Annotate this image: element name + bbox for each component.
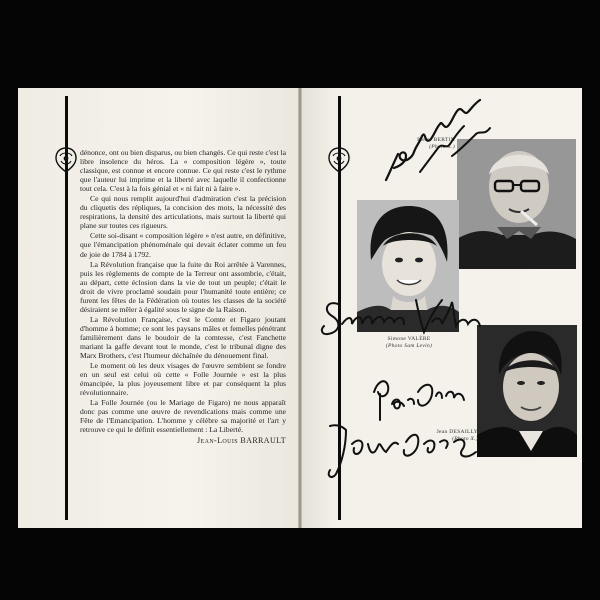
right-page-ornament-icon xyxy=(326,146,352,174)
essay-paragraph: La Folle Journée (ou le Mariage de Figaro) ne nous apparaît donc pas comme une œuvre de revendications mais comme une Fête de l'Emancipation. L'homme y célèbre sa majorité et l'art y retrouve ce qui le définit essentiellement : La Liberté. xyxy=(80,398,286,435)
caption-credit: (Photo Sam Levin) xyxy=(385,342,433,349)
left-page-ornament-icon xyxy=(53,146,79,174)
autograph-simone-valere xyxy=(318,288,488,344)
caption-name: Pierre BERTIN xyxy=(417,137,455,143)
author-signature: Jean-Louis BARRAULT xyxy=(197,436,286,446)
left-page xyxy=(18,88,300,528)
book-spine xyxy=(298,88,302,528)
essay-text xyxy=(80,148,286,446)
essay-paragraph: La Révolution française que la fuite du Roi arrêtée à Varennes, puis les règlements de compte de la Terreur ont assombrie, c'était, au départ, cette éclosion dans la vie de tout un peuple; c'était le droit de vivre proclamé soudain pour l'humanité toute entière; ce furent les fêtes de la Fédération où toutes les classes de la société désiraient se mêler à égalité sous le signe de la Raison. xyxy=(80,259,286,314)
caption-credit: (Photo X.) xyxy=(429,143,455,150)
essay-paragraph: Le moment où les deux visages de l'œuvre semblent se fondre en un seul est celui où cette « Folle Journée » est la plus émancipée, la plus joyeusement libre et par conséquent la plus révolutionnaire. xyxy=(80,361,286,398)
essay-paragraph: Cette soi-disant « composition légère » n'est autre, en définitive, que l'émancipation phénoménale qui devait éclater comme un feu de joie de 1784 à 1792. xyxy=(80,231,286,259)
caption-credit: (Photo X.) xyxy=(452,435,478,442)
caption-name: Jean DESAILLY xyxy=(436,429,478,435)
autograph-jean-desailly xyxy=(322,370,482,488)
essay-paragraph: dénonce, ont ou bien disparus, ou bien changés. Ce qui reste c'est la libre insolence du héros. La « composition légère », toute classique, est connue et encore connue. Ce qui reste c'est le rythme que l'auteur lui imprime et la liberté avec laquelle il confectionne tout cela. C'est à la fois génial et « ni fait ni à faire ». xyxy=(80,148,286,194)
caption-name: Simone VALÈRE xyxy=(387,336,431,342)
essay-paragraph: La Révolution Française, c'est le Comte et Figaro joutant d'homme à homme; ce sont les paysans mâles et femelles pénétrant familièrement dans le boudoir de la comtesse, c'est Fanchette mariant la gaffe devant tout le monde, c'est le tribunal digne des Marx Brothers, c'est l'humeur déchaînée du dénouement final. xyxy=(80,314,286,361)
portrait-jean-desailly xyxy=(477,325,577,457)
essay-paragraph: Ce qui nous remplit aujourd'hui d'admiration c'est la précision du cliquetis des répliques, la concision des mots, la nécessité des respirations, la densité des articulations, mais surtout la liberté qui plane sur toutes ces rigueurs. xyxy=(80,194,286,231)
autograph-pierre-bertin xyxy=(380,96,500,196)
